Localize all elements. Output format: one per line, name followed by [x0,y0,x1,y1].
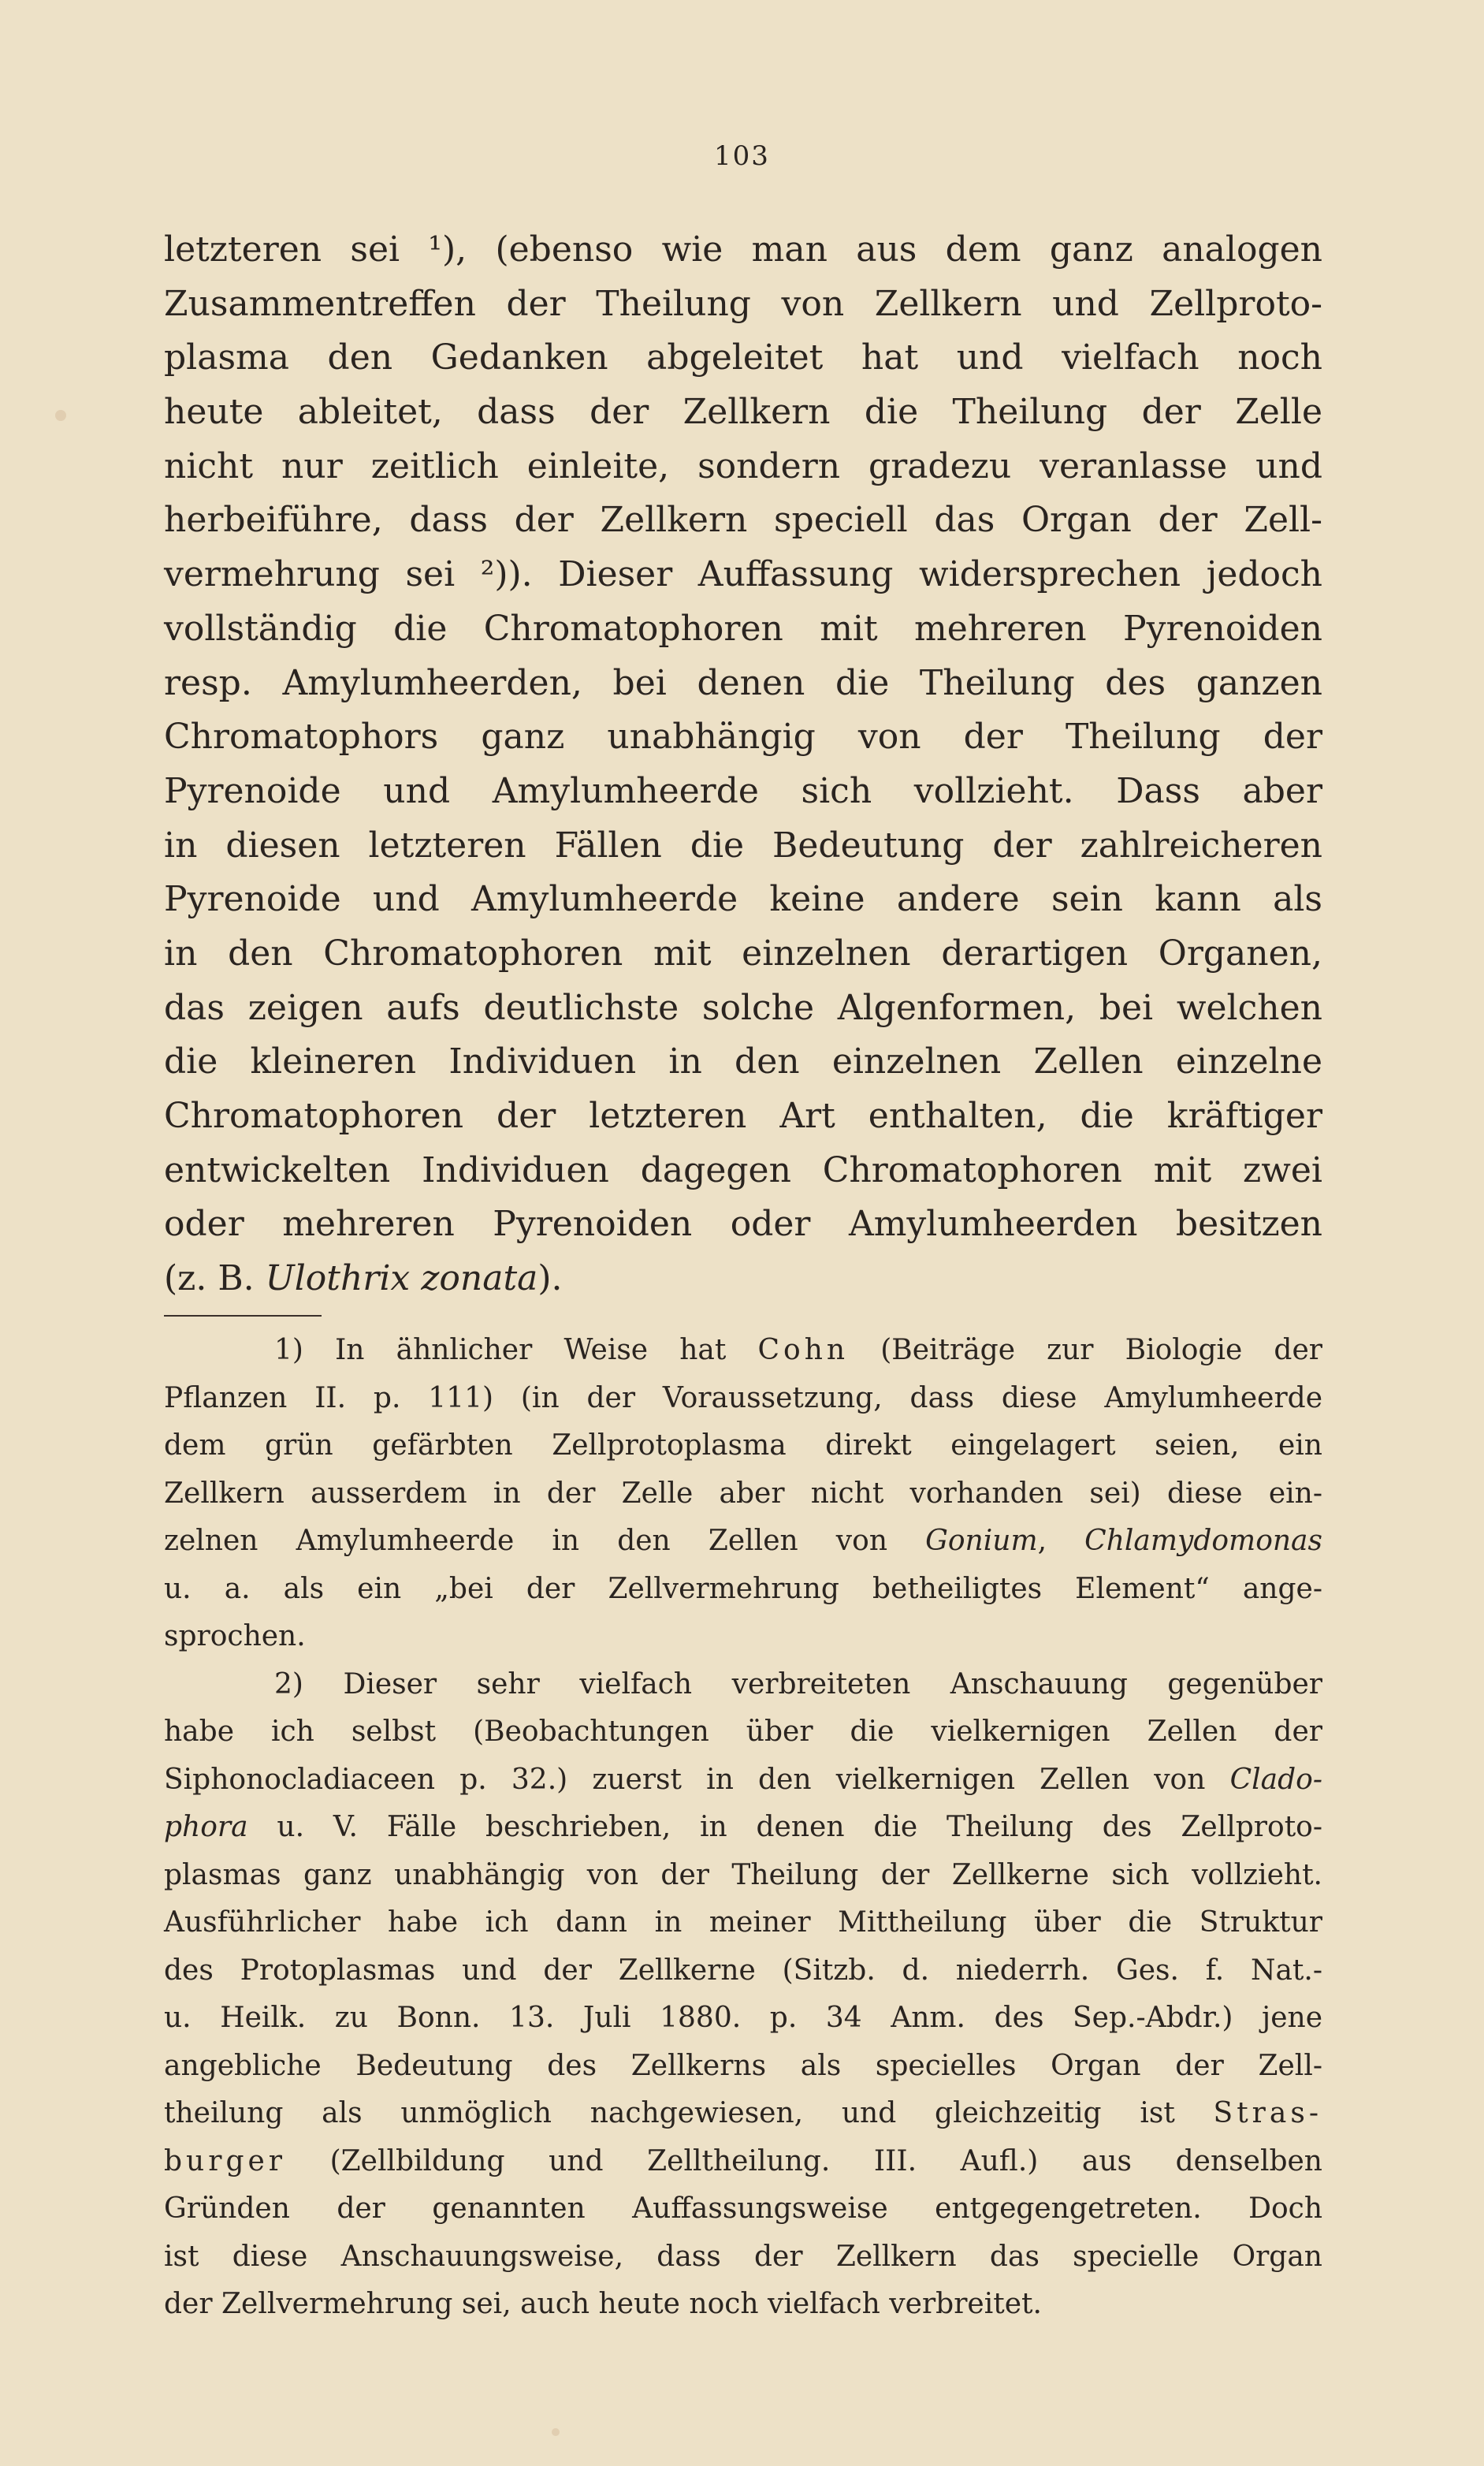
footnote-line: Pflanzen II. p. 111) (in der Voraussetzung, dass diese Amylumheerde [164,1381,1322,1414]
footnote-line: burger (Zellbildung und Zelltheilung. III. Aufl.) aus denselben [164,2144,1322,2177]
author-name: Cohn [757,1334,850,1366]
text-line: resp. Amylumheerden, bei denen die Theilung des ganzen [164,662,1322,703]
text-line: letzteren sei ¹), (ebenso wie man aus dem ganz analogen [164,229,1322,270]
author-name: Stras- [1213,2097,1322,2129]
footnote-line: Zellkern ausserdem in der Zelle aber nicht vorhanden sei) diese ein- [164,1477,1322,1510]
text-line: plasma den Gedanken abgeleitet hat und vielfach noch [164,337,1322,378]
footnote-line: habe ich selbst (Beobachtungen über die vielkernigen Zellen der [164,1715,1322,1748]
footnote-line: ist diese Anschauungsweise, dass der Zellkern das specielle Organ [164,2240,1322,2273]
paper-spot [552,2428,560,2436]
footnote-line: 1) In ähnlicher Weise hat Cohn (Beiträge zur Biologie der [274,1334,1322,1366]
footnote-1 [164,1327,1322,1661]
footnote-line: Ausführlicher habe ich dann in meiner Mittheilung über die Struktur [164,1906,1322,1939]
footnote-line: 2) Dieser sehr vielfach verbreiteten Anschauung gegenüber [274,1667,1322,1700]
text-line: nicht nur zeitlich einleite, sondern gradezu veranlasse und [164,445,1322,486]
footnote-line: Gründen der genannten Auffassungsweise entgegengetreten. Doch [164,2192,1322,2225]
genus-name: Gonium [925,1525,1038,1557]
text-line: herbeiführe, dass der Zellkern speciell das Organ der Zell- [164,500,1322,541]
text-line: oder mehreren Pyrenoiden oder Amylumheerden besitzen [164,1204,1322,1245]
footnotes [164,1327,1322,2329]
footnote-line: u. Heilk. zu Bonn. 13. Juli 1880. p. 34 Anm. des Sep.-Abdr.) jene [164,2002,1322,2034]
main-text [164,223,1322,1306]
genus-name: phora [164,1811,248,1843]
text-line: (z. B. Ulothrix zonata). [164,1258,563,1299]
footnote-line: des Protoplasmas und der Zellkerne (Sitzb. d. niederrh. Ges. f. Nat.- [164,1954,1322,1987]
text-line: Pyrenoide und Amylumheerde keine andere sein kann als [164,879,1322,920]
footnote-rule [164,1315,322,1317]
text-line: vollständig die Chromatophoren mit mehreren Pyrenoiden [164,608,1322,649]
footnote-2 [164,1661,1322,2329]
text-line: entwickelten Individuen dagegen Chromatophoren mit zwei [164,1149,1322,1190]
text-line: Zusammentreffen der Theilung von Zellkern und Zellproto- [164,283,1322,324]
text-line: in den Chromatophoren mit einzelnen derartigen Organen, [164,933,1322,974]
footnote-line: u. a. als ein „bei der Zellvermehrung betheiligtes Element“ ange- [164,1572,1322,1605]
author-name: burger [164,2144,286,2177]
text-line: vermehrung sei ²)). Dieser Auffassung widersprechen jedoch [164,554,1322,595]
footnote-line: der Zellvermehrung sei, auch heute noch vielfach verbreitet. [164,2288,1042,2320]
text-line: Chromatophoren der letzteren Art enthalten, die kräftiger [164,1096,1322,1136]
footnote-line: phora u. V. Fälle beschrieben, in denen die Theilung des Zellproto- [164,1811,1322,1843]
text-line: Pyrenoide und Amylumheerde sich vollzieht. Dass aber [164,770,1322,811]
genus-name: Chlamydomonas [1084,1525,1322,1557]
text-line: das zeigen aufs deutlichste solche Algenformen, bei welchen [164,987,1322,1028]
text-line: in diesen letzteren Fällen die Bedeutung der zahlreicheren [164,825,1322,866]
text-line: Chromatophors ganz unabhängig von der Theilung der [164,717,1322,758]
footnote-line: Siphonocladiaceen p. 32.) zuerst in den vielkernigen Zellen von Clado- [164,1763,1322,1796]
footnote-line: zelnen Amylumheerde in den Zellen von Gonium, Chlamydomonas [164,1525,1322,1557]
genus-name: Clado- [1229,1763,1322,1796]
footnote-line: plasmas ganz unabhängig von der Theilung der Zellkerne sich vollzieht. [164,1858,1322,1891]
footnote-line: dem grün gefärbten Zellprotoplasma direkt eingelagert seien, ein [164,1429,1322,1462]
text-line: die kleineren Individuen in den einzelnen Zellen einzelne [164,1041,1322,1082]
footnote-line: theilung als unmöglich nachgewiesen, und gleichzeitig ist Stras- [164,2097,1322,2129]
species-name: Ulothrix zonata [265,1258,538,1299]
footnote-line: angebliche Bedeutung des Zellkerns als specielles Organ der Zell- [164,2049,1322,2082]
footnote-line: sprochen. [164,1620,306,1652]
page-number: 103 [714,140,770,172]
text-line: heute ableitet, dass der Zellkern die Theilung der Zelle [164,392,1322,433]
paper-spot [55,410,66,421]
